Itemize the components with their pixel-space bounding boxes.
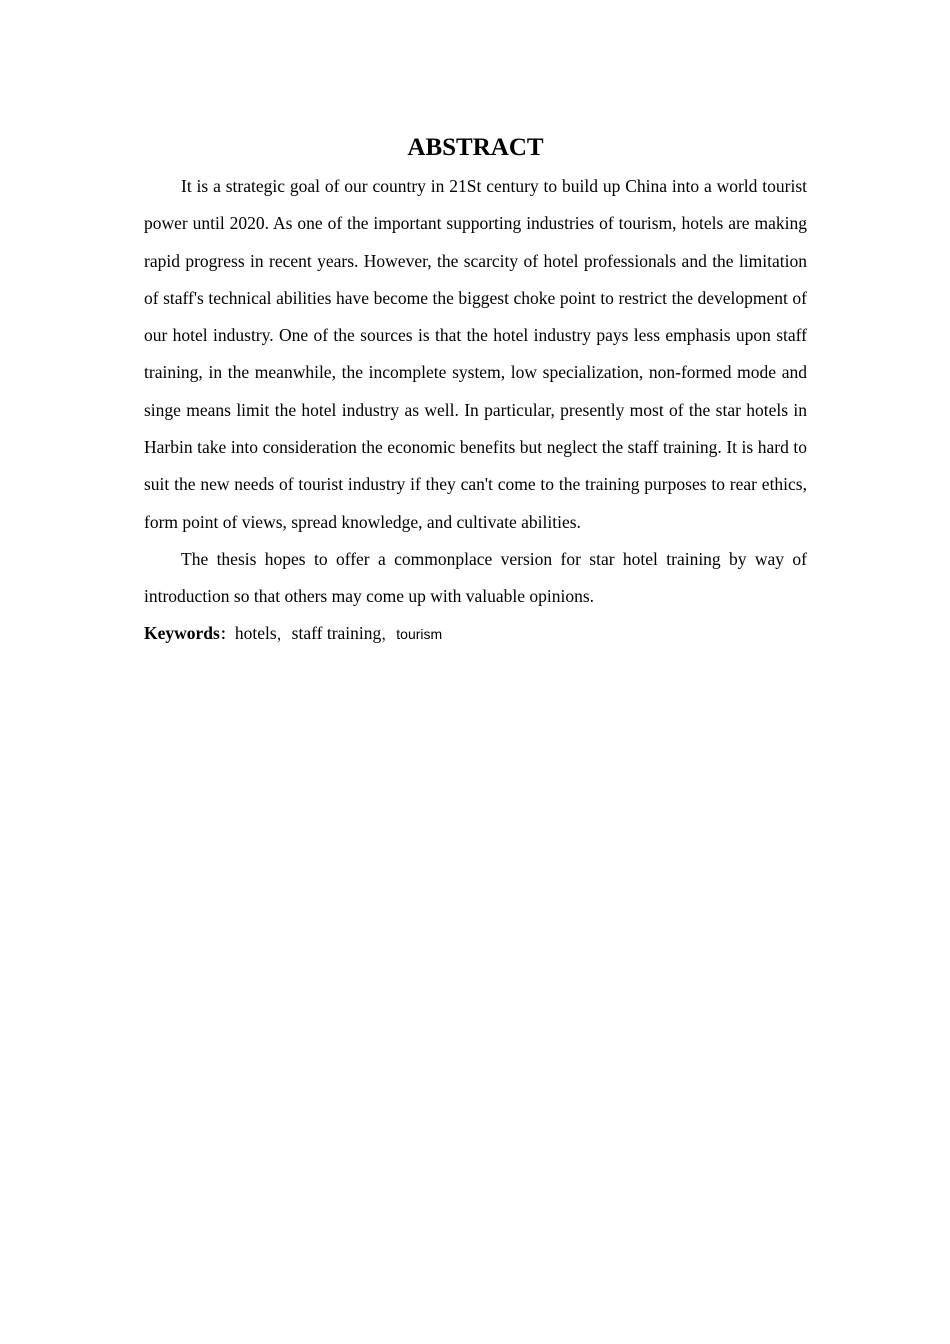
keyword-item-staff-training: staff training [291, 622, 382, 643]
abstract-section [144, 131, 807, 651]
abstract-title: ABSTRACT [407, 134, 544, 161]
keywords-label: Keywords [144, 622, 220, 643]
keywords-line [144, 616, 807, 651]
keyword-separator: ， [276, 624, 292, 643]
keywords-colon: ： [219, 624, 235, 643]
keyword-separator: ， [381, 624, 397, 643]
keyword-item-tourism: tourism [396, 625, 443, 642]
abstract-paragraph-2: The thesis hopes to offer a commonplace version for star hotel training by way of introduction so that others may come up with valuable opinions. [144, 548, 807, 607]
abstract-paragraph-1: It is a strategic goal of our country in 21St century to build up China into a world tourist power until 2020. As one of the important supporting industries of tourism, hotels are making rapid progress in recent years. However, the scarcity of hotel professionals and the limitation of staff's technical abilities have become the biggest choke point to restrict the development of our hotel industry. One of the sources is that the hotel industry pays less emphasis upon staff training, in the meanwhile, the incomplete system, low specialization, non-formed mode and singe means limit the hotel industry as well. In particular, presently most of the star hotels in Harbin take into consideration the economic benefits but neglect the staff training. It is hard to suit the new needs of tourist industry if they can't come to the training purposes to rear ethics, form point of views, spread knowledge, and cultivate abilities. [144, 176, 807, 532]
keyword-item-hotels: hotels [234, 622, 277, 643]
